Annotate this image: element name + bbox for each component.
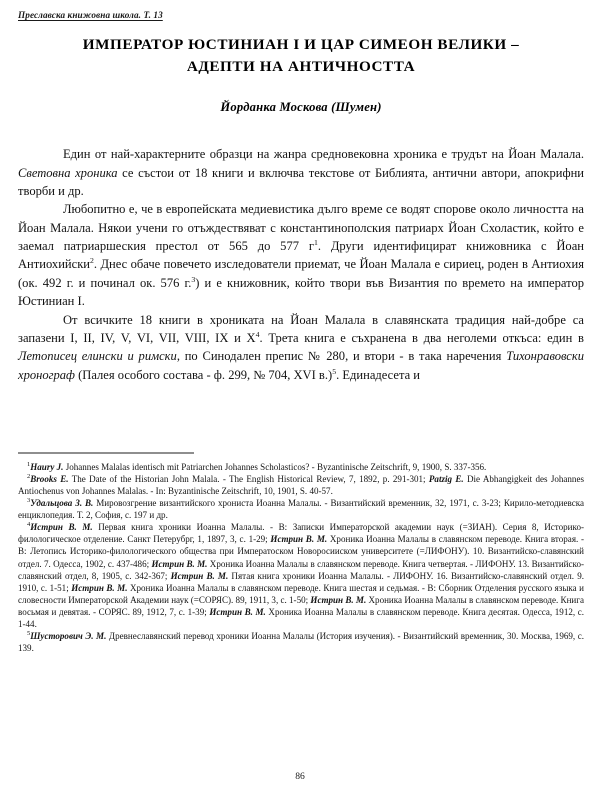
running-head: Преславска книжовна школа. Т. 13	[18, 10, 163, 20]
p3-italic-work-title-1: Летописец елински и римски	[18, 349, 177, 364]
p2-part-1: Любопитно е, че в европейската медиевистика дълго време се водят спорове около личността на Йоан Малала. Някои учени го отъждествяват с константинополския патриарх Йоан Схоластик, който е заемал патриаршеския престол от 565 до 577 г	[18, 202, 584, 254]
p3-part-2: . Трета книга е съхранена в два неголеми откъса: един в	[259, 330, 584, 345]
footnote-text: Johannes Malalas identisch mit Patriarchen Johannes Scholasticos? - Byzantinische Zeitschrift, 9, 1900, S. 337-356.	[63, 462, 487, 472]
p3-part-1: От всичките 18 книги в хрониката на Йоан Малала в славянската традиция най-добре са запазени I, II, IV, V, VI, VII, VIII, IX и X	[18, 312, 584, 345]
title-line-1: ИМПЕРАТОР ЮСТИНИАН I И ЦАР СИМЕОН ВЕЛИКИ –	[82, 36, 520, 53]
p2-part-2: . Други идентифицират книжовника с Йоан Антиохийски	[18, 239, 584, 272]
footnote-ref-2[interactable]: 2	[90, 256, 94, 266]
footnote-number: 4	[27, 521, 31, 529]
body-paragraph-1	[18, 145, 584, 200]
body-paragraph-3	[18, 311, 584, 385]
footnote-area	[18, 452, 584, 654]
footnote-text: Пятая книга хроники Иоанна Малалы. - ЛИФОНУ. 16. Византийско-славянский отдел. 9. 1910, с. 1-51;	[18, 570, 584, 593]
p2-part-4: ) и е книжовник, който твори във Византия по времето на император Юстиниан I.	[18, 275, 584, 309]
footnote-ref-3[interactable]: 3	[191, 274, 196, 284]
footnote-text: Первая книга хроники Иоанна Малалы. - В: Записки Императорской академии наук (=ЗИАН). Серия 8, Историко-филологическое отделение. Санкт Петерубрг, 1, 1897, 3, с. 1-29;	[18, 522, 584, 545]
footnote-author: Истрин В. М.	[71, 582, 128, 593]
footnote-ref-4[interactable]: 4	[255, 329, 260, 339]
title-block	[18, 34, 584, 115]
footnote-ref-1[interactable]: 1	[313, 237, 318, 247]
footnote-author: Истрин В. М.	[270, 534, 328, 545]
footnote-text: The Date of the Historian John Malala. - The English Historical Review, 7, 1892, p. 291-301;	[68, 474, 429, 485]
p3-part-5: . Единадесета и	[336, 367, 421, 382]
footnote-text: Мировозгрение византийского хрониста Иоанна Малалы. - Византийский временник, 32, 1971, с. 3-23; Кирило-методиевска енциклопедия. Т. 2, София, с. 197 и др.	[18, 498, 584, 521]
footnote-separator-rule	[18, 452, 194, 454]
footnote-item	[18, 630, 584, 654]
author-byline: Йорданка Москова (Шумен)	[220, 100, 382, 115]
body-text	[18, 145, 584, 384]
footnote-item	[18, 461, 584, 473]
footnote-item	[18, 521, 584, 630]
p1-italic-work-title: Световна хроника	[18, 165, 118, 180]
p3-part-3: , по Синодален препис № 280, и втори - в така наречения	[176, 349, 507, 364]
footnote-author: Patzig E.	[428, 474, 464, 485]
footnote-author: Brooks E.	[30, 474, 69, 485]
p3-part-4: (Палея особого состава - ф. 299, № 704, XVI в.)	[74, 367, 333, 382]
footnote-text: Древнеславянский перевод хроники Иоанна Малалы (История изучения). - Византийский временник, 30. Москва, 1969, с. 139.	[18, 630, 584, 653]
footnote-text: Хроника Иоанна Малалы в славянском переводе. Книга десятая. Одесса, 1912, с. 1-44.	[18, 606, 585, 629]
page-title	[18, 34, 584, 77]
footnote-item	[18, 473, 584, 497]
footnote-number: 5	[27, 629, 31, 637]
p1-part-1: Един от най-характерните образци на жанра средновековна хроника е трудът на Йоан Малала.	[63, 147, 584, 162]
footnote-author: Удальцова З. В.	[30, 498, 94, 509]
title-line-2: АДЕПТИ НА АНТИЧНОСТТА	[186, 57, 416, 75]
footnote-author: Haury J.	[30, 462, 64, 472]
page-number: 86	[295, 771, 305, 782]
p3-italic-work-title-2: Тихонравовски хронограф	[18, 349, 584, 382]
footnote-text: Хроника Иоанна Малалы в славянском переводе. Книга восьмая и девятая. - СОРЯС. 89, 1912, 7, с. 1-39;	[18, 594, 584, 617]
footnote-item	[18, 497, 584, 521]
footnote-author: Истрин В. М.	[170, 570, 229, 581]
footnote-author: Истрин В. М.	[310, 594, 367, 605]
p2-part-3: . Днес обаче повечето изследователи приемат, че Йоан Малала е сириец, роден в Антиохия (ок. 492 г. и починал ок. 576 г.	[18, 257, 584, 290]
footnote-text: Die Abhangigkeit des Johannes Antiochenus von Johannes Malalas. - In: Byzantinische Zeitschrift, 10, 1901, S. 40-57.	[18, 474, 584, 497]
footnote-number: 2	[27, 473, 31, 481]
footnote-author: Истрин В. М.	[30, 522, 93, 533]
footnote-author: Шусторович Э. М.	[30, 630, 107, 641]
footnote-text: Хроника Иоанна Малалы в славянском переводе. Книга четвертая. - ЛИФОНУ. 13. Византийско-славянский отдел, 8, 1905, с. 342-367;	[18, 558, 585, 581]
footnote-author: Истрин В. М.	[151, 558, 208, 569]
p1-part-2: се състои от 18 книги и включва текстове от Библията, антични автори, апокрифни творби и др.	[18, 165, 585, 198]
footnote-text: Хроника Иоанна Малалы в славянском переводе. Книга шестая и седьмая. - В: Сборник Отделения русского языка и словесности Императорской Академии наук (=СОРЯС). 89, 1911, 3, с. 1-50;	[18, 582, 585, 605]
footnote-ref-5[interactable]: 5	[332, 366, 337, 376]
footnote-author: Истрин В. М.	[209, 606, 266, 617]
footnote-number: 3	[27, 497, 31, 505]
footnote-number: 1	[27, 460, 31, 468]
footnote-list	[18, 461, 584, 654]
footnote-text: Хроника Иоанна Малалы в славянском переводе. Книга вторая. - В: Летопись Историко-филологического общества при Императоском Новоросииском университете (=ЛИФОНУ). 10. Византийско-славянский отдел. 7. Одесса, 1902, с. 437-486;	[18, 534, 584, 569]
body-paragraph-2	[18, 200, 584, 310]
